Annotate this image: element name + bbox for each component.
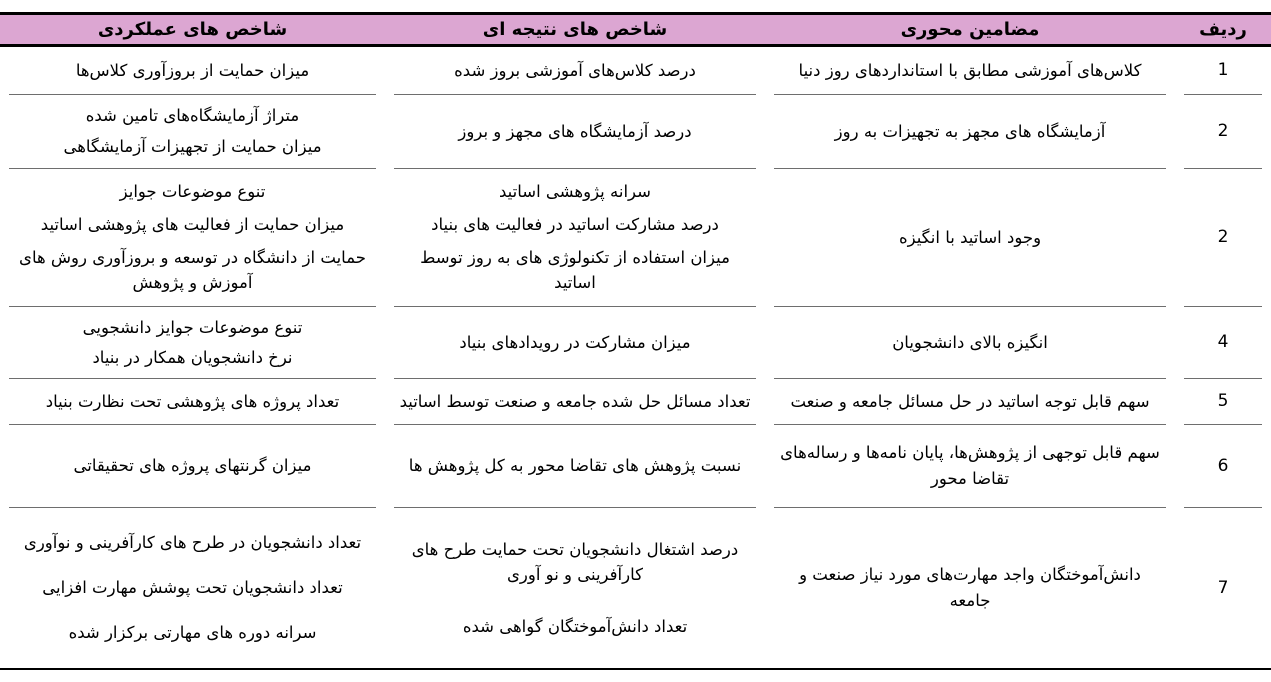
cell-line: تعداد دانش‌آموختگان گواهی شده bbox=[462, 616, 688, 636]
cell-line: نسبت پژوهش های تقاضا محور به کل پژوهش ها bbox=[408, 456, 742, 476]
cell-core-theme bbox=[774, 95, 1166, 169]
cell-outcome-indicators bbox=[394, 425, 756, 508]
cell-line: انگیزه بالای دانشجویان bbox=[892, 332, 1048, 352]
table-row bbox=[0, 47, 1271, 95]
cell-line: سرانه دوره های مهارتی برکزار شده bbox=[68, 623, 317, 643]
header-outcome-indicators: شاخص های نتیجه ای bbox=[482, 19, 668, 40]
cell-line: تنوع موضوعات جوایز دانشجویی bbox=[82, 317, 303, 337]
cell-line: نرخ دانشجویان همکار در بنیاد bbox=[92, 347, 293, 367]
cell-line: میزان حمایت از تجهیزات آزمایشگاهی bbox=[63, 137, 322, 157]
cell-core-theme bbox=[774, 169, 1166, 307]
table-row bbox=[0, 95, 1271, 169]
cell-row-number: 6 bbox=[1184, 425, 1262, 508]
header-radif: ردیف bbox=[1199, 19, 1247, 40]
cell-outcome-indicators bbox=[394, 508, 756, 668]
cell-line: حمایت از دانشگاه در توسعه و بروزآوری روش های آموزش و پژوهش bbox=[19, 247, 366, 293]
table-body bbox=[0, 47, 1271, 670]
header-themes: مضامین محوری bbox=[900, 19, 1040, 40]
cell-outcome-indicators bbox=[394, 379, 756, 425]
table-row bbox=[0, 307, 1271, 379]
table-row bbox=[0, 169, 1271, 307]
cell-outcome-indicators bbox=[394, 307, 756, 379]
cell-core-theme bbox=[774, 425, 1166, 508]
cell-outcome-indicators bbox=[394, 95, 756, 169]
cell-performance-indicators bbox=[9, 95, 376, 169]
cell-performance-indicators bbox=[9, 379, 376, 425]
cell-line: متراژ آزمایشگاه‌های تامین شده bbox=[85, 106, 300, 126]
cell-line: میزان حمایت از فعالیت های پژوهشی اساتید bbox=[40, 214, 345, 234]
table-row bbox=[0, 508, 1271, 668]
cell-row-number: 5 bbox=[1184, 379, 1262, 425]
cell-outcome-indicators bbox=[394, 47, 756, 95]
cell-core-theme bbox=[774, 47, 1166, 95]
cell-line: میزان مشارکت در رویدادهای بنیاد bbox=[459, 332, 691, 352]
cell-performance-indicators bbox=[9, 425, 376, 508]
cell-line: تنوع موضوعات جوایز bbox=[119, 182, 266, 202]
cell-core-theme bbox=[774, 508, 1166, 668]
cell-line: درصد کلاس‌های آموزشی بروز شده bbox=[454, 60, 696, 80]
cell-row-number: 7 bbox=[1217, 577, 1229, 598]
cell-performance-indicators bbox=[9, 169, 376, 307]
indicators-table bbox=[0, 12, 1271, 670]
cell-row-number: 2 bbox=[1184, 169, 1262, 307]
table-header bbox=[0, 12, 1271, 47]
cell-outcome-indicators bbox=[394, 169, 756, 307]
cell-line: سهم قابل توجه اساتید در حل مسائل جامعه و صنعت bbox=[790, 391, 1150, 411]
cell-line: درصد آزمایشگاه های مجهز و بروز bbox=[458, 121, 692, 141]
cell-line: کلاس‌های آموزشی مطابق با استانداردهای روز دنیا bbox=[798, 60, 1142, 80]
cell-line: تعداد دانشجویان تحت پوشش مهارت افزایی bbox=[42, 578, 343, 598]
cell-line: درصد اشتغال دانشجویان تحت حمایت طرح های کارآفرینی و نو آوری bbox=[411, 539, 739, 585]
cell-line: درصد مشارکت اساتید در فعالیت های بنیاد bbox=[431, 214, 719, 234]
cell-performance-indicators bbox=[9, 307, 376, 379]
cell-line: آزمایشگاه های مجهز به تجهیزات به روز bbox=[834, 121, 1106, 141]
cell-core-theme bbox=[774, 307, 1166, 379]
header-performance-indicators: شاخص های عملکردی bbox=[97, 19, 288, 40]
cell-performance-indicators bbox=[9, 47, 376, 95]
cell-row-number: 1 bbox=[1184, 47, 1262, 95]
cell-row-number: 2 bbox=[1184, 95, 1262, 169]
table-row bbox=[0, 379, 1271, 425]
cell-row-number: 4 bbox=[1184, 307, 1262, 379]
cell-line: سهم قابل توجهی از پژوهش‌ها، پایان نامه‌ها و رساله‌های تقاضا محور bbox=[780, 443, 1160, 488]
cell-line: وجود اساتید با انگیزه bbox=[898, 227, 1042, 247]
cell-line: میزان گرنتهای پروژه های تحقیقاتی bbox=[73, 456, 312, 476]
cell-performance-indicators bbox=[9, 508, 376, 668]
cell-line: سرانه پژوهشی اساتید bbox=[499, 182, 651, 202]
cell-line: میزان استفاده از تکنولوژی های به روز توسط اساتید bbox=[420, 247, 730, 293]
table-row bbox=[0, 425, 1271, 508]
cell-line: تعداد پروژه های پژوهشی تحت نظارت بنیاد bbox=[45, 391, 340, 411]
cell-line: تعداد مسائل حل شده جامعه و صنعت توسط اساتید bbox=[399, 391, 751, 411]
cell-line: میزان حمایت از بروزآوری کلاس‌ها bbox=[75, 60, 310, 80]
cell-line: دانش‌آموختگان واجد مهارت‌های مورد نیاز صنعت و جامعه bbox=[799, 565, 1141, 610]
cell-line: تعداد دانشجویان در طرح های کارآفرینی و نوآوری bbox=[23, 533, 362, 553]
cell-core-theme bbox=[774, 379, 1166, 425]
